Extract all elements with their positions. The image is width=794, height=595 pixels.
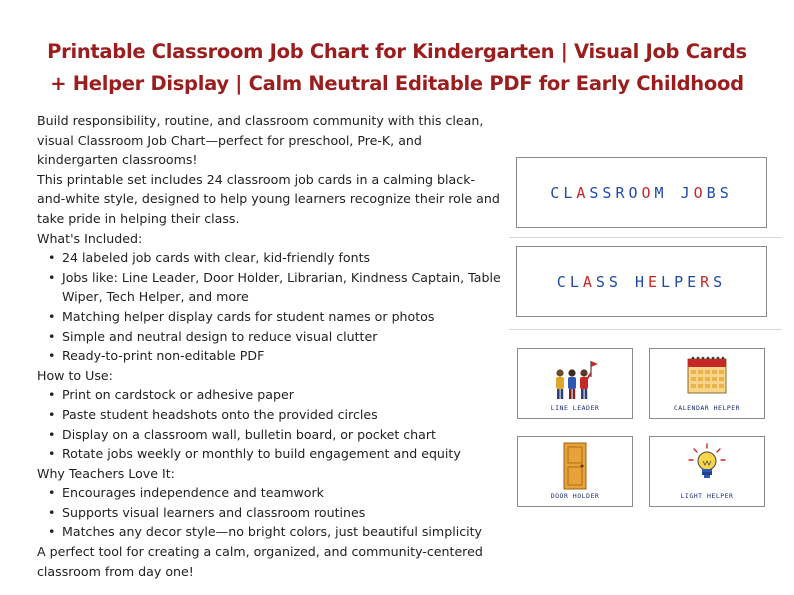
classroom-jobs-card — [516, 157, 767, 228]
job-card-label: DOOR HOLDER — [550, 492, 600, 500]
job-card-label: CALENDAR HELPER — [673, 404, 741, 412]
door-icon — [560, 441, 590, 491]
job-card-label: LINE LEADER — [550, 404, 600, 412]
list-item: • Rotate jobs weekly or monthly to build engagement and equity — [62, 444, 502, 464]
line-leader-icon — [550, 357, 600, 403]
howto-list — [37, 385, 502, 463]
calendar-icon — [685, 355, 729, 395]
list-item: • Jobs like: Line Leader, Door Holder, Librarian, Kindness Captain, Table Wiper, Tech Helper, and more — [62, 268, 502, 307]
class-helpers-card — [516, 246, 767, 317]
job-card-calendar-helper — [649, 348, 765, 419]
included-heading: What's Included: — [37, 230, 143, 246]
classroom-jobs-heading: CLASSROOM JOBS — [550, 183, 733, 202]
divider — [509, 329, 782, 330]
list-item: • 24 labeled job cards with clear, kid-friendly fonts — [62, 248, 502, 268]
list-item: • Matching helper display cards for student names or photos — [62, 307, 502, 327]
intro-paragraph-2: This printable set includes 24 classroom job cards in a calming black-and-white style, designed to help young learners recognize their role and take pride in helping their class. — [37, 171, 500, 226]
list-item: • Display on a classroom wall, bulletin board, or pocket chart — [62, 425, 502, 445]
title-line-1: Printable Classroom Job Chart for Kindergarten | Visual Job Cards — [47, 40, 747, 63]
list-item: • Ready-to-print non-editable PDF — [62, 346, 502, 366]
page-title — [0, 36, 794, 100]
product-description — [37, 111, 502, 581]
list-item: • Encourages independence and teamwork — [62, 483, 502, 503]
howto-heading: How to Use: — [37, 367, 113, 383]
list-item: • Supports visual learners and classroom routines — [62, 503, 502, 523]
job-card-door-holder — [517, 436, 633, 507]
class-helpers-heading: CLASS HELPERS — [556, 272, 727, 291]
job-card-line-leader — [517, 348, 633, 419]
job-card-label: LIGHT HELPER — [680, 492, 734, 500]
list-item: • Simple and neutral design to reduce visual clutter — [62, 327, 502, 347]
closing-paragraph: A perfect tool for creating a calm, organized, and community-centered classroom from day one! — [37, 544, 483, 579]
why-list — [37, 483, 502, 542]
light-bulb-icon — [685, 443, 729, 485]
intro-paragraph-1: Build responsibility, routine, and classroom community with this clean, visual Classroom Job Chart—perfect for preschool, Pre-K, and kindergarten classrooms! — [37, 113, 484, 168]
list-item: • Paste student headshots onto the provided circles — [62, 405, 502, 425]
included-list — [37, 248, 502, 366]
list-item: • Matches any decor style—no bright colors, just beautiful simplicity — [62, 522, 502, 542]
why-heading: Why Teachers Love It: — [37, 465, 175, 481]
divider — [509, 237, 782, 238]
job-card-light-helper — [649, 436, 765, 507]
list-item: • Print on cardstock or adhesive paper — [62, 385, 502, 405]
title-line-2: + Helper Display | Calm Neutral Editable PDF for Early Childhood — [50, 72, 744, 95]
